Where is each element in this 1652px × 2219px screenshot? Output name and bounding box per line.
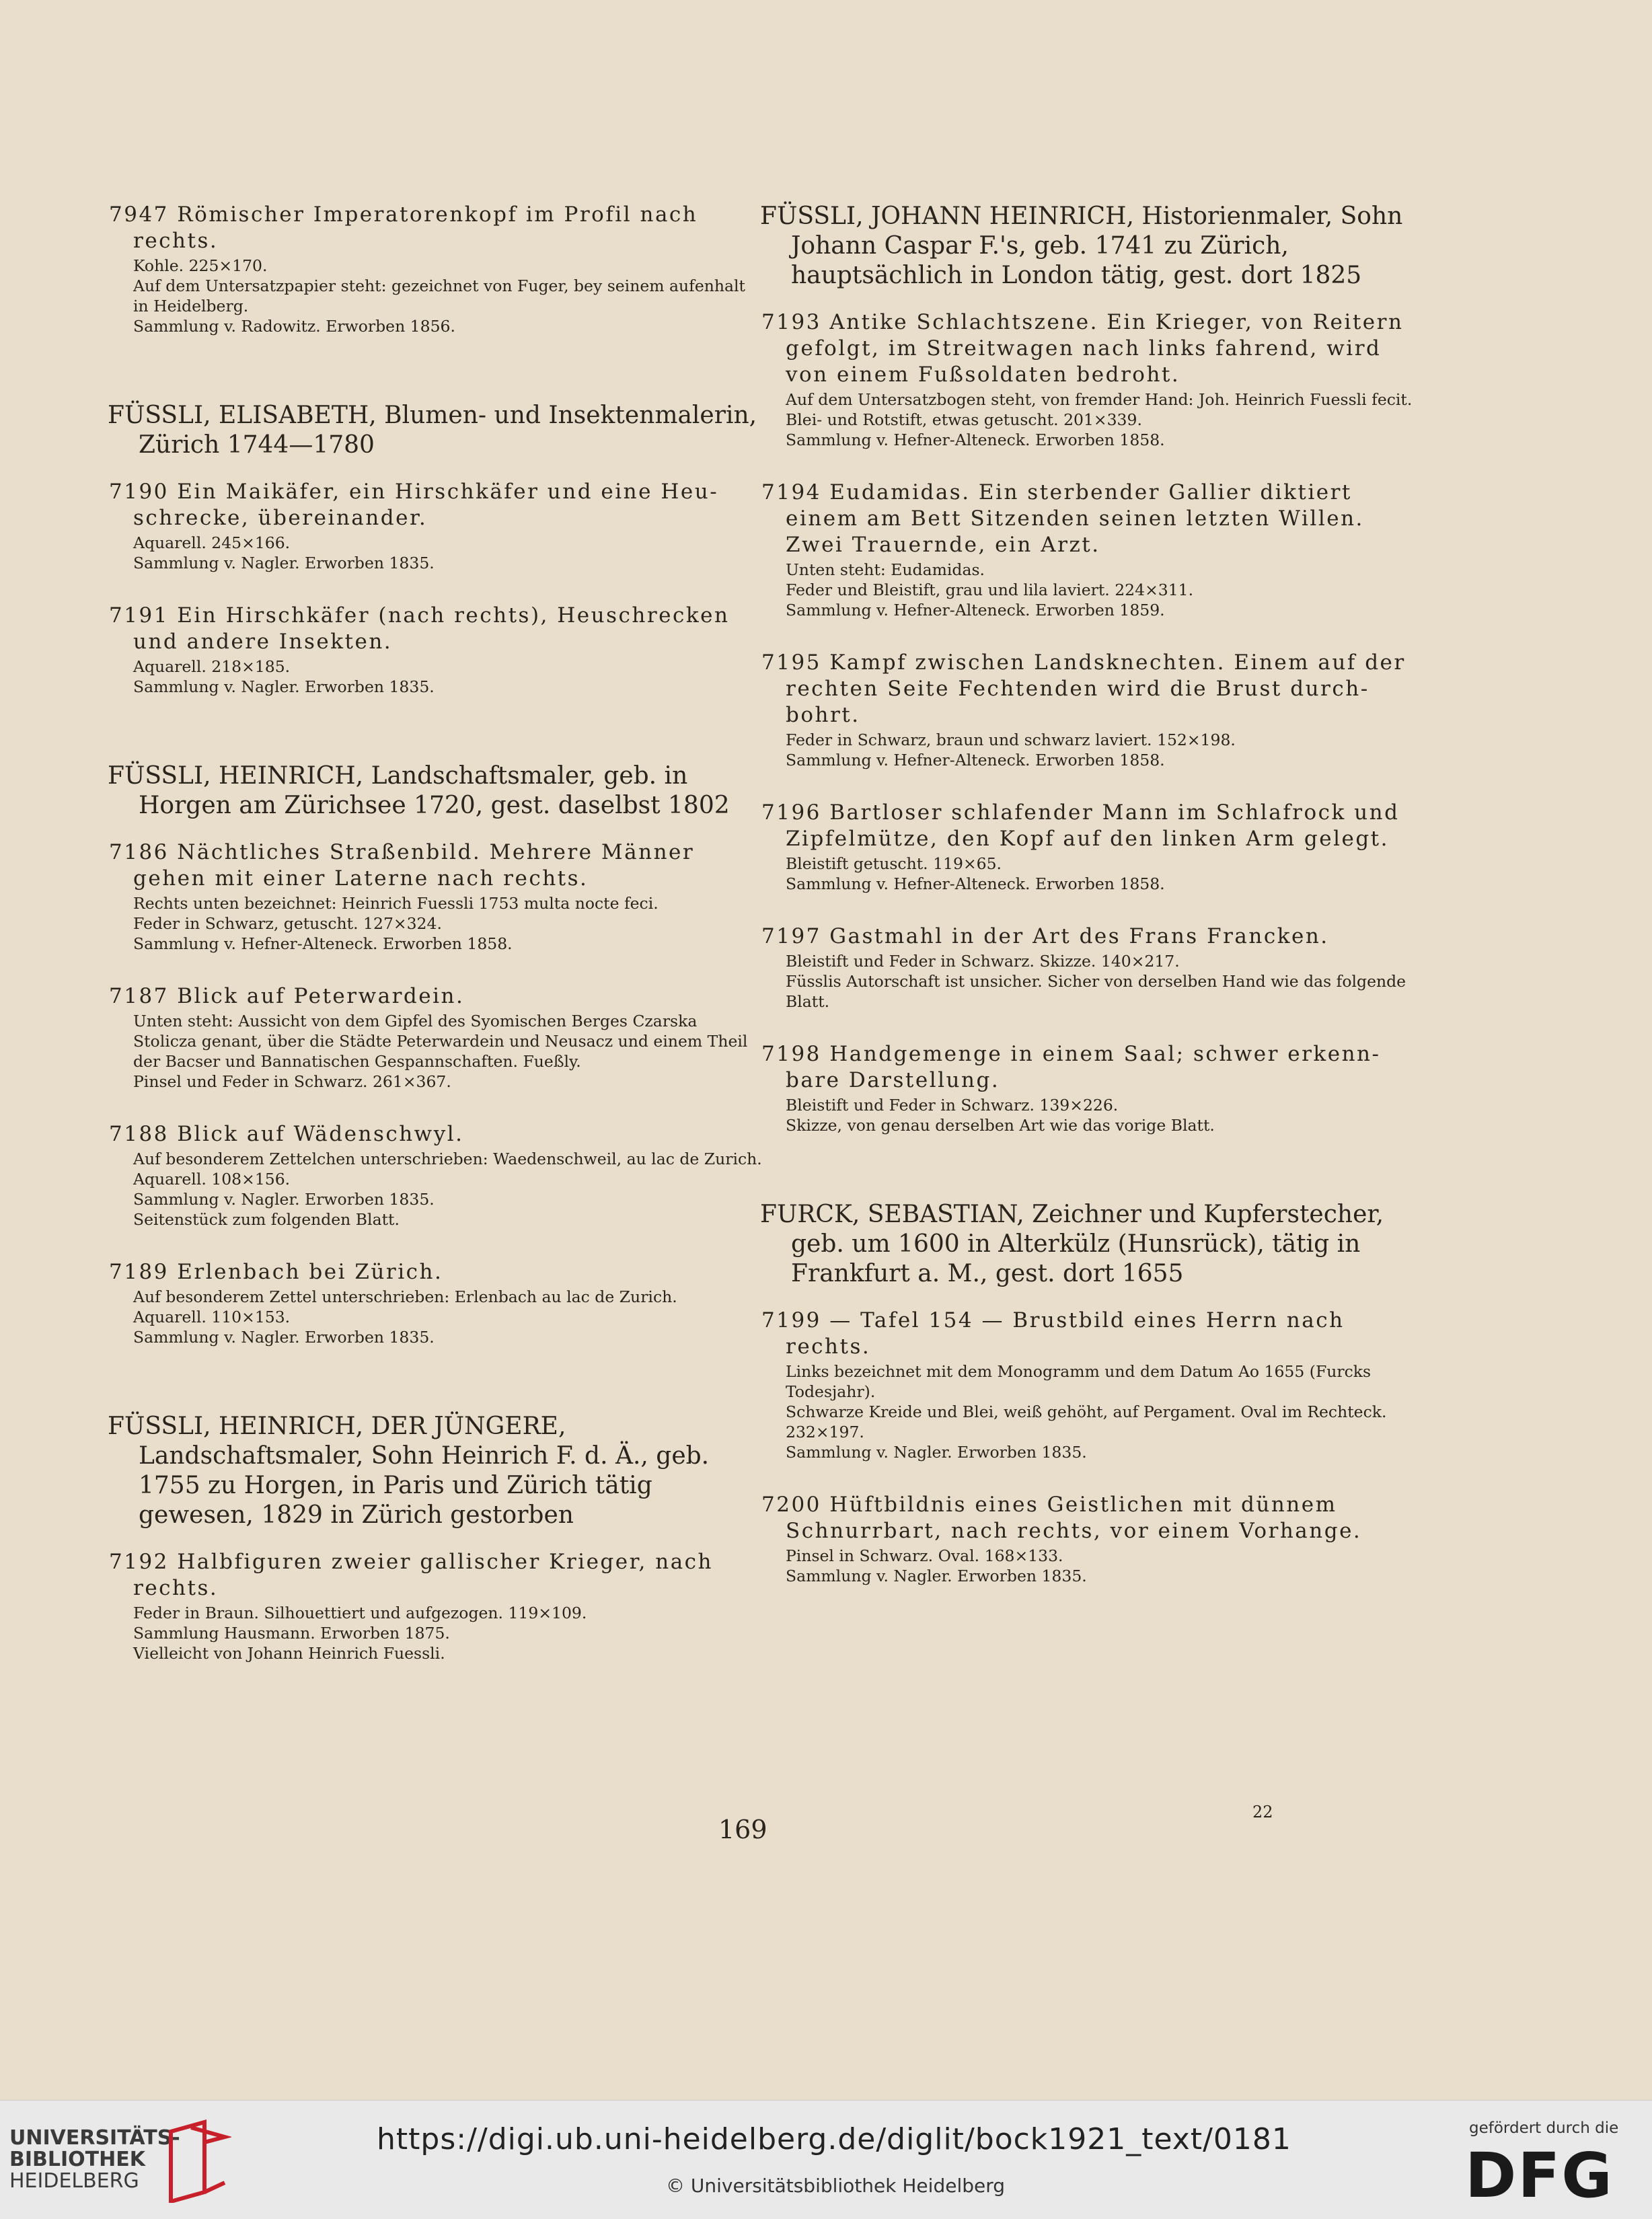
library-line-2: BIBLIOTHEK — [9, 2148, 145, 2171]
entry-note: Sammlung v. Nagler. Erworben 1835. — [133, 554, 435, 572]
entry-title: 7187 Blick auf Peterwardein. — [109, 984, 465, 1008]
entry-title: 7191 Ein Hirschkäfer (nach rechts), Heuschrecken und andere Insekten. — [109, 603, 730, 654]
entry-note: Aquarell. 108×156. — [133, 1170, 291, 1189]
entry-title: 7197 Gastmahl in der Art des Frans Francken. — [761, 924, 1329, 948]
catalog-entry — [108, 603, 763, 697]
entry-note: Sammlung v. Nagler. Erworben 1835. — [786, 1567, 1087, 1585]
entry-note: Sammlung v. Hefner-Alteneck. Erworben 1858. — [786, 874, 1165, 893]
entry-note: Pinsel in Schwarz. Oval. 168×133. — [786, 1546, 1063, 1565]
entry-title: 7196 Bartloser schlafender Mann im Schlafrock und Zipfelmütze, den Kopf auf den linken Arm gelegt. — [761, 800, 1400, 851]
entry-note: Füsslis Autorschaft ist unsicher. Sicher von derselben Hand wie das folgende Blatt. — [786, 972, 1406, 1011]
entry-note: Auf besonderem Zettel unterschrieben: Erlenbach au lac de Zurich. — [133, 1287, 677, 1306]
entry-note: Skizze, von genau derselben Art wie das vorige Blatt. — [786, 1116, 1215, 1135]
entry-note: Sammlung v. Nagler. Erworben 1835. — [133, 1328, 435, 1347]
dfg-logo-icon: DFG — [1465, 2140, 1614, 2212]
entry-note: Sammlung v. Hefner-Alteneck. Erworben 1859. — [786, 601, 1165, 619]
entry-title: 7198 Handgemenge in einem Saal; schwer erkenn-bare Darstellung. — [761, 1042, 1381, 1092]
entry-title: 7194 Eudamidas. Ein sterbender Gallier diktiert einem am Bett Sitzenden seinen letzten Willen. Zwei Trauernde, ein Arzt. — [761, 480, 1364, 557]
entry-note: Rechts unten bezeichnet: Heinrich Fuessli 1753 multa nocte feci. — [133, 894, 659, 913]
entry-note: Aquarell. 245×166. — [133, 533, 291, 552]
catalog-entry — [108, 479, 763, 573]
footer-bar — [0, 2100, 1652, 2219]
entry-note: Bleistift und Feder in Schwarz. 139×226. — [786, 1096, 1119, 1115]
artist-heading: FÜSSLI, HEINRICH, DER JÜNGERE, Landschaftsmaler, Sohn Heinrich F. d. Ä., geb. 1755 zu Horgen, in Paris und Zürich tätig gewesen, 1829 in Zürich gestorben — [108, 1413, 710, 1529]
catalog-entry — [108, 1259, 763, 1347]
entry-note: Feder und Bleistift, grau und lila laviert. 224×311. — [786, 580, 1194, 599]
left-column — [108, 202, 763, 1693]
catalog-entry — [108, 839, 763, 954]
section-gap — [760, 1165, 1416, 1200]
entry-note: Feder in Schwarz, getuscht. 127×324. — [133, 914, 442, 933]
entry-note: Auf dem Untersatzpapier steht: gezeichnet von Fuger, bey seinem aufenhalt in Heidelberg. — [133, 276, 745, 315]
entry-note: Auf besonderem Zettelchen unterschrieben: Waedenschweil, au lac de Zurich. — [133, 1150, 762, 1168]
entry-title: 7190 Ein Maikäfer, ein Hirschkäfer und eine Heu-schrecke, übereinander. — [109, 480, 719, 530]
entry-note: Sammlung v. Radowitz. Erworben 1856. — [133, 317, 455, 336]
catalog-entry — [760, 1492, 1416, 1586]
entry-note: Sammlung v. Hefner-Alteneck. Erworben 1858. — [786, 430, 1165, 449]
entry-note: Aquarell. 110×153. — [133, 1308, 291, 1326]
section-gap — [108, 1377, 763, 1412]
funding-note: gefördert durch die — [1469, 2119, 1619, 2137]
entry-title: 7199 — Tafel 154 — Brustbild eines Herrn nach rechts. — [761, 1308, 1345, 1359]
entry-title: 7189 Erlenbach bei Zürich. — [109, 1260, 443, 1284]
entry-title: 7192 Halbfiguren zweier gallischer Krieger, nach rechts. — [109, 1550, 713, 1600]
entry-note: Sammlung Hausmann. Erworben 1875. — [133, 1624, 450, 1643]
entry-note: Pinsel und Feder in Schwarz. 261×367. — [133, 1072, 451, 1091]
entry-note: Feder in Braun. Silhouettiert und aufgezogen. 119×109. — [133, 1604, 587, 1622]
catalog-entry — [108, 202, 763, 336]
catalog-entry — [760, 924, 1416, 1012]
entry-note: Seitenstück zum folgenden Blatt. — [133, 1210, 400, 1229]
library-line-1: UNIVERSITÄTS- — [9, 2126, 180, 2150]
catalog-entry — [760, 800, 1416, 894]
entry-note: Unten steht: Aussicht von dem Gipfel des Syomischen Berges Czarska Stolicza genant, über die Städte Peterwardein und Neusacz und einem Theil der Bacser und Bannatischen Gespannschaften. Fueßly. — [133, 1012, 748, 1071]
entry-note: Feder in Schwarz, braun und schwarz laviert. 152×198. — [786, 730, 1236, 749]
catalog-entry — [108, 983, 763, 1092]
entry-note: Blei- und Rotstift, etwas getuscht. 201×339. — [786, 410, 1142, 429]
entry-title: 7188 Blick auf Wädenschwyl. — [109, 1122, 464, 1146]
catalog-entry — [760, 480, 1416, 620]
artist-heading: FÜSSLI, JOHANN HEINRICH, Historienmaler, Sohn Johann Caspar F.'s, geb. 1741 zu Zürich, hauptsächlich in London tätig, gest. dort 1825 — [760, 202, 1403, 289]
entry-note: Auf dem Untersatzbogen steht, von fremder Hand: Joh. Heinrich Fuessli fecit. — [786, 390, 1413, 409]
entry-note: Sammlung v. Nagler. Erworben 1835. — [786, 1443, 1087, 1462]
artist-heading: FÜSSLI, HEINRICH, Landschaftsmaler, geb. in Horgen am Zürichsee 1720, gest. daselbst 1802 — [108, 762, 730, 819]
entry-note: Aquarell. 218×185. — [133, 657, 291, 676]
entry-note: Unten steht: Eudamidas. — [786, 560, 985, 579]
catalog-entry — [760, 309, 1416, 450]
entry-title: 7947 Römischer Imperatorenkopf im Profil nach rechts. — [109, 202, 698, 253]
entry-note: Kohle. 225×170. — [133, 256, 268, 275]
catalog-entry — [760, 1308, 1416, 1462]
entry-title: 7186 Nächtliches Straßenbild. Mehrere Männer gehen mit einer Laterne nach rechts. — [109, 840, 695, 891]
entry-note: Sammlung v. Hefner-Alteneck. Erworben 1858. — [133, 934, 513, 953]
catalog-entry — [760, 1041, 1416, 1135]
entry-note: Sammlung v. Hefner-Alteneck. Erworben 1858. — [786, 751, 1165, 769]
catalog-entry — [760, 650, 1416, 770]
right-column — [760, 202, 1416, 1616]
library-name — [9, 2128, 180, 2192]
catalog-entry — [108, 1549, 763, 1663]
entry-note: Vielleicht von Johann Heinrich Fuessli. — [133, 1644, 445, 1663]
entry-note: Bleistift und Feder in Schwarz. Skizze. 140×217. — [786, 952, 1180, 971]
permalink-url[interactable]: https://digi.ub.uni-heidelberg.de/diglit/bock1921_text/0181 — [377, 2122, 1291, 2156]
library-line-3: HEIDELBERG — [9, 2169, 139, 2193]
entry-note: Sammlung v. Nagler. Erworben 1835. — [133, 1190, 435, 1209]
entry-note: Sammlung v. Nagler. Erworben 1835. — [133, 677, 435, 696]
artist-heading: FURCK, SEBASTIAN, Zeichner und Kupferstecher, geb. um 1600 in Alterkülz (Hunsrück), tätig in Frankfurt a. M., gest. dort 1655 — [760, 1201, 1384, 1287]
page-number: 169 — [718, 1815, 767, 1844]
catalog-entry — [108, 1121, 763, 1230]
signature-mark: 22 — [1252, 1803, 1273, 1821]
entry-note: Links bezeichnet mit dem Monogramm und dem Datum Ao 1655 (Furcks Todesjahr). — [786, 1362, 1372, 1401]
entry-title: 7200 Hüftbildnis eines Geistlichen mit dünnem Schnurrbart, nach rechts, vor einem Vorhange. — [761, 1493, 1362, 1543]
entry-title: 7193 Antike Schlachtszene. Ein Krieger, von Reitern gefolgt, im Streitwagen nach links fahrend, wird von einem Fußsoldaten bedroht. — [761, 310, 1404, 387]
section-gap — [108, 726, 763, 761]
entry-note: Schwarze Kreide und Blei, weiß gehöht, auf Pergament. Oval im Rechteck. 232×197. — [786, 1402, 1387, 1441]
entry-note: Bleistift getuscht. 119×65. — [786, 854, 1002, 873]
entry-title: 7195 Kampf zwischen Landsknechten. Einem auf der rechten Seite Fechtenden wird die Brust durch-bohrt. — [761, 650, 1406, 727]
artist-heading: FÜSSLI, ELISABETH, Blumen- und Insektenmalerin, Zürich 1744—1780 — [108, 402, 757, 459]
copyright-notice: © Universitätsbibliothek Heidelberg — [666, 2175, 1006, 2197]
library-logo-icon — [164, 2118, 231, 2203]
section-gap — [108, 366, 763, 401]
